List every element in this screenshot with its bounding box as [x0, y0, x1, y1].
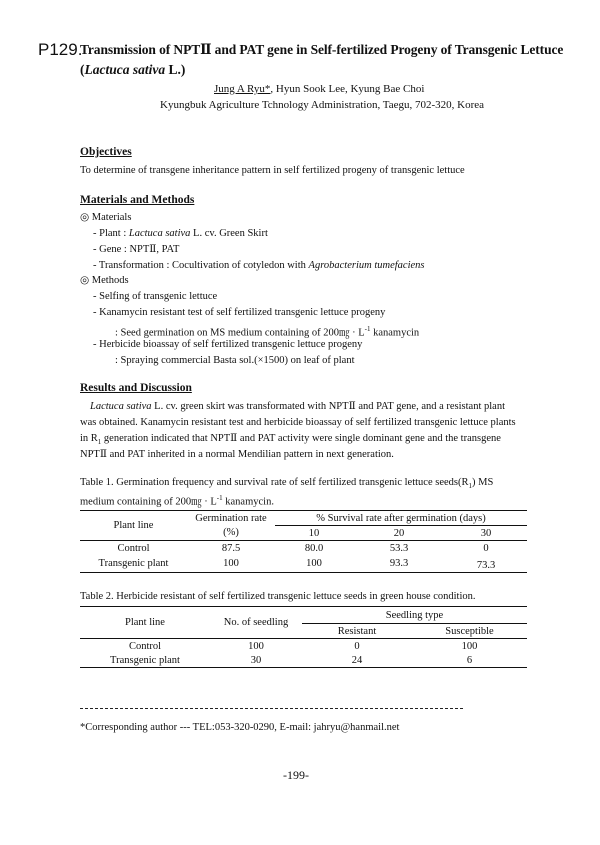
results-heading: Results and Discussion [80, 382, 192, 394]
table1-header-germ-unit: (%) [223, 527, 239, 539]
table-row: Transgenic plant 30 24 6 [80, 653, 527, 668]
table2-caption: Table 2. Herbicide resistant of self fertilized transgenic lettuce seeds in green house condition. [80, 591, 476, 602]
transformation-line: - Transformation : Cocultivation of cotyledon with Agrobacterium tumefaciens [93, 260, 425, 271]
table2-header-plant: Plant line [125, 617, 165, 628]
affiliation: Kyungbuk Agriculture Tchnology Administration, Taegu, 702-320, Korea [160, 99, 485, 111]
results-line-3: in $R_1$ generation indicated that NPTⅡ and PAT activity were single dominant gene and the transgene [80, 433, 501, 447]
gene-line: - Gene : NPTⅡ, PAT [93, 244, 180, 255]
table1-header-germ: Germination rate [195, 512, 267, 524]
table1-header-survival: % Survival rate after germination (days) [275, 511, 527, 526]
results-line-1: Lactuca sativa L. cv. green skirt was transformated with NPTⅡ and PAT gene, and a resistant plant [90, 401, 506, 412]
method-herbicide-detail: : Spraying commercial Basta sol.(×1500) on leaf of plant [115, 355, 355, 366]
page-number: -199- [283, 768, 309, 782]
table1-header-plant: Plant line [113, 520, 154, 531]
corresponding-author: Jung A Ryu* [214, 83, 271, 95]
results-line-4: NPTⅡ and PAT inherited in a normal Mendilian pattern in next generation. [80, 449, 394, 460]
materials-label: ◎ Materials [80, 212, 132, 223]
authors: Jung A Ryu*, Hyun Sook Lee, Kyung Bae Choi [214, 83, 425, 95]
table2-header-seedling: No. of seedling [223, 617, 289, 628]
objectives-text: To determine of transgene inheritance pattern in self fertilized progeny of transgenic lettuce [80, 165, 465, 176]
method-kanamycin: - Kanamycin resistant test of self fertilized transgenic lettuce progeny [93, 307, 386, 318]
corresponding-author-note: *Corresponding author --- TEL:053-320-0290, E-mail: jahryu@hanmail.net [80, 722, 400, 733]
results-line-2: was obtained. Kanamycin resistant test and herbicide bioassay of self fertilized transgenic lettuce plants [80, 417, 516, 428]
methods-label: ◎ Methods [80, 275, 129, 286]
objectives-heading: Objectives [80, 146, 132, 158]
method-herbicide: - Herbicide bioassay of self fertilized transgenic lettuce progeny [93, 339, 363, 350]
methods-heading: Materials and Methods [80, 194, 195, 206]
table1-caption: Table 1. Germination frequency and survival rate of self fertilized transgenic lettuce $seeds(R_1)$ MS [80, 477, 494, 491]
table-row: Control 100 0 100 [80, 639, 527, 654]
paper-title-line2: (Lactuca sativa L.) [80, 62, 186, 77]
table2 [80, 606, 527, 668]
paper-title: Transmission of NPTⅡ and PAT gene in Self-fertilized Progeny of Transgenic Lettuce [80, 42, 564, 57]
footer-divider [80, 708, 463, 709]
method-selfing: - Selfing of transgenic lettuce [93, 291, 218, 302]
table2-header-type: Seedling type [302, 607, 527, 624]
method-kanamycin-detail: : Seed germination on MS medium containing of 200㎎ · $L^{-1}$ kanamycin [115, 325, 420, 339]
plant-line: - Plant : Lactuca sativa L. cv. Green Skirt [93, 228, 268, 239]
table-row: Transgenic plant 100 100 93.3 73.3 [80, 555, 527, 573]
table2-header-susceptible: Susceptible [445, 625, 494, 637]
table1 [80, 510, 527, 573]
abstract-code: P129. [38, 40, 83, 59]
table1-caption-2: medium containing of 200㎎ · $L^{-1}$ kanamycin. [80, 494, 274, 508]
table1-header-day20: 20 [393, 527, 405, 539]
table1-header-day30: 30 [480, 527, 492, 539]
table2-header-resistant: Resistant [337, 625, 377, 637]
table1-header-day10: 10 [308, 527, 320, 539]
table-row: Control 87.5 80.0 53.3 0 [80, 541, 527, 556]
